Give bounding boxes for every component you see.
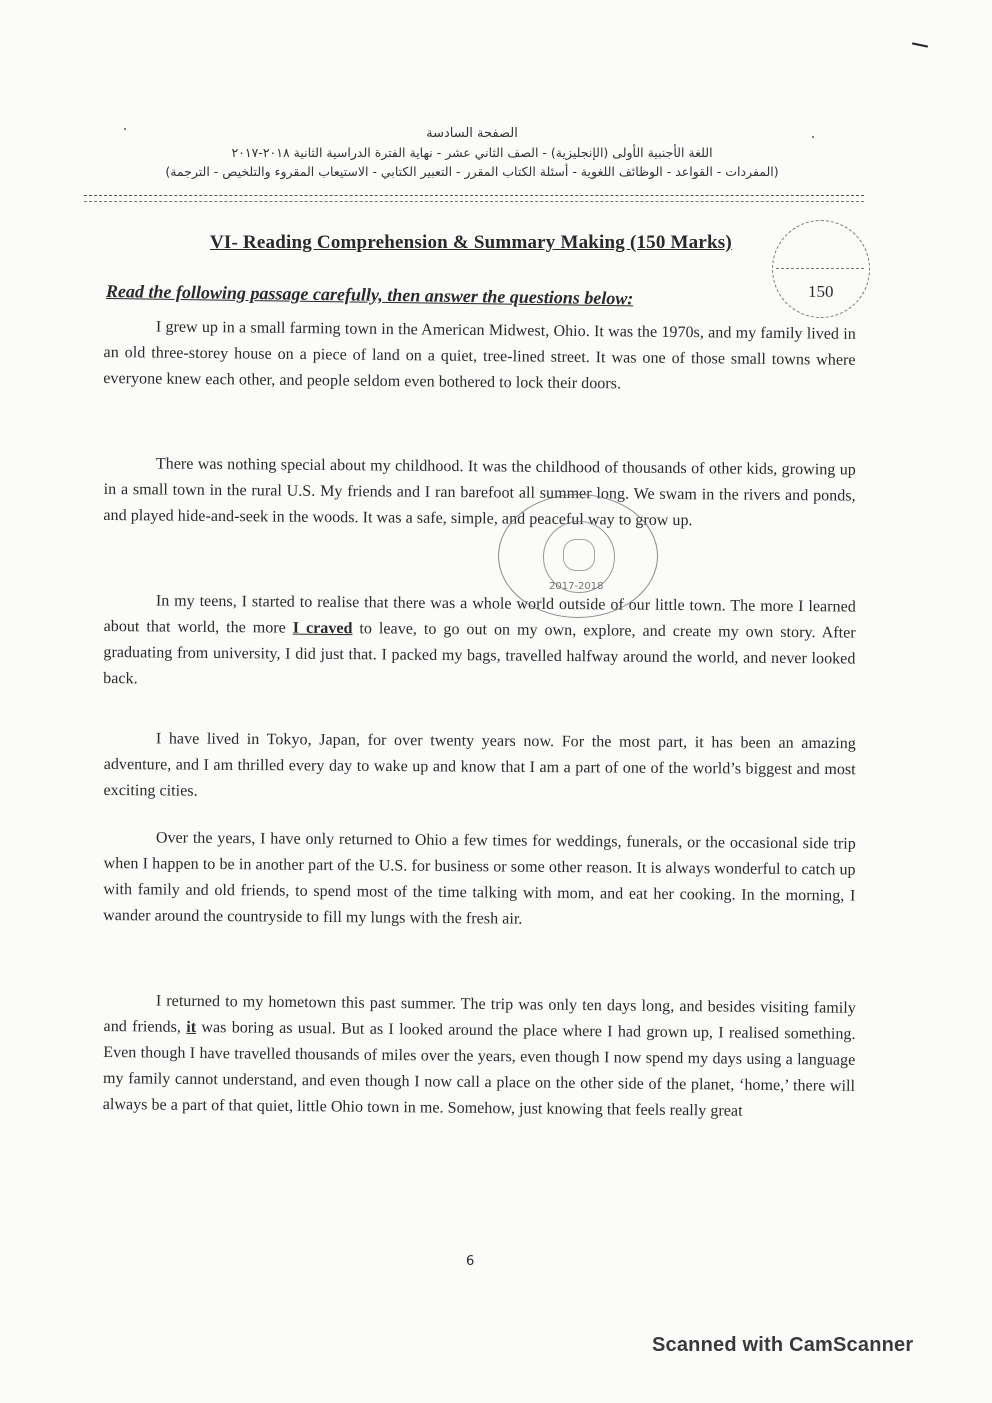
score-divider-line	[776, 268, 864, 269]
underlined-word-it: it	[186, 1018, 197, 1036]
passage-paragraph-6	[103, 988, 856, 1126]
passage-paragraph-2: There was nothing special about my childhood. It was the childhood of thousands of other kids, growing up in a small town in the rural U.S. My friends and I ran barefoot all summer long. We swam in the rivers and ponds, and played hide-and-seek in the woods. It was a safe, simple, and peaceful way to grow up.	[103, 455, 856, 530]
paragraph-3-text-start: In my teens, I started to realise that there was a whole world outside of our little town. The more I learned about that world, the more	[103, 592, 856, 637]
paragraph-6-text-start: I returned to my hometown this past summer. The trip was only ten days long, and besides visiting family and friends,	[103, 992, 856, 1036]
passage-paragraph-3	[103, 588, 856, 699]
subject-line-arabic: اللغة الأجنبية الأولى (الإنجليزية) - الصف الثاني عشر - نهاية الفترة الدراسية الثانية ٢٠١٨-٢٠١٧	[231, 145, 713, 160]
passage-paragraph-1: I grew up in a small farming town in the American Midwest, Ohio. It was the 1970s, and my family lived in an old three-storey house on a piece of land on a quiet, tree-lined street. It was one of those small towns where everyone knew each other, and people seldom even bothered to lock their doors.	[103, 318, 856, 393]
paragraph-3-text-end: to leave, to go out on my own, explore, and create my own story. After graduating from university, I did just that. I packed my bags, travelled halfway around the world, and never looked back.	[103, 620, 856, 688]
instruction-text: Read the following passage carefully, then answer the questions below:	[105, 281, 634, 309]
exam-header	[80, 126, 864, 179]
paragraph-6-text-end: was boring as usual. But as I looked around the place where I had grown up, I realised something. Even though I have travelled thousands of miles over the years, even though I now spend my days using a language my family cannot understand, and even though I now call a place on the other side of the planet, ‘home,’ there will always be a part of that quiet, little Ohio town in me. Somehow, just knowing that feels really great	[102, 1018, 856, 1120]
official-stamp	[498, 494, 658, 618]
scanner-watermark: Scanned with CamScanner	[652, 1334, 914, 1356]
underlined-phrase-craved: I craved	[292, 619, 353, 638]
stamp-year: 2017-2018	[549, 581, 604, 592]
passage-paragraph-4: I have lived in Tokyo, Japan, for over twenty years now. For the most part, it has been an amazing adventure, and I am thrilled every day to wake up and know that I am a part of one of the world’s biggest and most exciting cities.	[103, 730, 856, 800]
score-value: 150	[808, 282, 834, 301]
scan-artifact-mark	[912, 42, 928, 47]
page-label-arabic: الصفحة السادسة	[426, 126, 518, 141]
passage-paragraph-5: Over the years, I have only returned to Ohio a few times for weddings, funerals, or the occasional side trip when I happen to be in another part of the U.S. for business or some other reason. It is always wonderful to catch up with family and old friends, to spend most of the time talking with mom, and eat her cooking. In the morning, I wander around the countryside to fill my lungs with the fresh air.	[103, 829, 856, 928]
page-number: 6	[466, 1254, 475, 1269]
stamp-emblem-icon	[563, 539, 595, 571]
header-divider	[84, 195, 864, 196]
topics-line-arabic: (المفردات - القواعد - الوظائف اللغوية - أسئلة الكتاب المقرر - التعبير الكتابي - الاستيعاب المقروء والتلخيص - الترجمة)	[165, 164, 779, 179]
header-divider-secondary	[84, 201, 864, 202]
section-title: VI- Reading Comprehension & Summary Making (150 Marks)	[210, 232, 732, 253]
score-circle	[772, 220, 870, 318]
